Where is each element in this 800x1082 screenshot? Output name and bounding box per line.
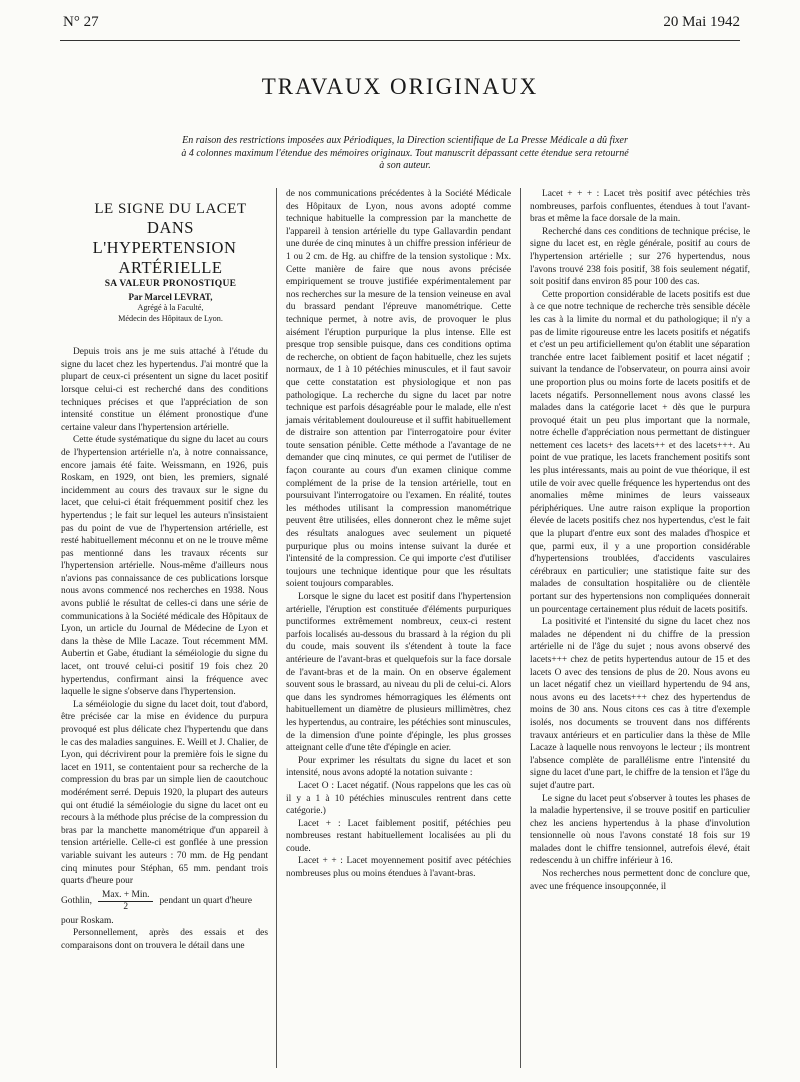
section-heading: TRAVAUX ORIGINAUX [261, 74, 539, 99]
article-title-line: ARTÉRIELLE [118, 258, 223, 277]
editorial-notice: En raison des restrictions imposées aux Périodiques, la Direction scientifique de La Presse Médicale a dû fixer à 4 colonnes maximum l'étendue des mémoires originaux. Tout manuscrit dépassant cette étendue sera retourné à son auteur. [181, 135, 629, 171]
paragraph: Lorsque le signe du lacet est positif dans l'hypertension artérielle, l'éruption est constituée d'éléments purpuriques punctiformes extrêmement nombreux, ceux-ci restent parfois localisés au-dessous du brassard à la région du pli du coude, mais souvent ils s'étendent à toute la face antérieure de l'avant-bras et quelquefois sur la face dorsale de l'avant-bras et de la main. On en observe également souvent sous le brassard, au niveau du pli de celui-ci. Alors que dans les syndromes hémorragiques les éléments ont habituellement un diamètre de plusieurs millimètres, chez les hypertendus, au contraire, les pétéchies sont minuscules, de la dimension d'une pointe d'épingle, les plus grosses atteignant celle d'une tête d'épingle en acier. [286, 592, 511, 754]
paragraph: Depuis trois ans je me suis attaché à l'étude du signe du lacet chez les hypertendus. J'ai montré que la plupart de ceux-ci présentent un signe du lacet positif lorsque celui-ci est recherché dans des conditions techniques précises et que l'appréciation de son intensité constitue un élément pronostique d'une certaine valeur dans l'hypertension artérielle. [61, 347, 268, 433]
paragraph: Cette proportion considérable de lacets positifs est due à ce que notre technique de recherche très sensible décèle les cas à la limite du normal et du pathologique; il n'y a pas de limite rigoureuse entre les lacets positifs et négatifs et c'est un peu artificiellement qu'on établit une séparation tranchée entre lacet faiblement positif et lacet négatif ; suivant la tendance de l'observateur, on pourra ainsi avoir une proportion plus ou moins forte de lacets positifs et de lacets négatifs. Personnellement nous avons classé les malades dans la catégorie lacet + dès que le purpura provoqué était un peu plus important que la normale, notre échelle d'appréciation nous permettant de distinguer nettement ces lacets+ des lacets++ et des lacets+++. Au point de vue pratique, les lacets franchement positifs sont les plus intéressants, mais au point de vue théorique, il est utile de voir avec quelle fréquence les hypertendus ont des anomalies même minimes de leurs vaisseaux périphériques. Une autre raison explique la proportion élevée de lacets positifs chez nos hypertendus, c'est le fait que la plupart d'entre eux sont des malades d'hospice et que, parmi eux, il y a une proportion considérable d'hypertensions troublées, d'accidents vasculaires cérébraux en particulier; une statistique faite sur des malades de consultation hospitalière ou de clientèle portant sur des hypertensions non compliquées donnerait un pourcentage certainement plus réduit de lacets positifs. [530, 289, 750, 615]
paragraph: Recherché dans ces conditions de technique précise, le signe du lacet est, en règle générale, positif au cours de l'hypertension artérielle ; sur 276 hypertendus, nous l'avons trouvé 238 fois positif, 38 fois seulement négatif, soit positif dans environ 85 pour 100 des cas. [530, 226, 750, 288]
paragraph: Personnellement, après des essais et des comparaisons dont on trouvera le détail dans une [61, 928, 268, 951]
paragraph: Nos recherches nous permettent donc de conclure que, avec une fréquence insoupçonnée, il [530, 869, 750, 892]
paragraph: pour Roskam. [61, 915, 114, 926]
notation-item: Lacet + + : Lacet moyennement positif avec pétéchies nombreuses plus ou moins étendues à l'avant-bras. [286, 856, 511, 880]
column-divider [276, 188, 277, 1068]
formula-tail: pendant un quart d'heure [159, 895, 253, 906]
article-title-line: DANS L'HYPERTENSION [92, 218, 237, 257]
issue-number: N° 27 [63, 14, 99, 30]
fraction-denominator: 2 [123, 901, 129, 912]
formula-lead: Gothlin, [61, 895, 92, 906]
notation-item: Lacet + : Lacet faiblement positif, pétéchies peu nombreuses restant habituellement localisées au pli du coude. [286, 818, 511, 854]
paragraph: Le signe du lacet peut s'observer à toutes les phases de la maladie hypertensive, il se trouve positif en particulier chez les anciens hypertendus à la phase d'involution tensionnelle où nous l'avons constaté 18 fois sur 19 malades dont le chiffre tensionnel, autrefois élevé, était redescendu à un chiffre inférieur à 16. [530, 793, 750, 867]
column-divider [520, 188, 521, 1068]
header-rule [60, 40, 740, 41]
column-3 [530, 188, 750, 893]
formula-line [61, 890, 268, 913]
article-subtitle: SA VALEUR PRONOSTIQUE [104, 279, 237, 289]
issue-date: 20 Mai 1942 [663, 14, 740, 30]
paragraph: Cette étude systématique du signe du lacet au cours de l'hypertension artérielle n'a, à notre connaissance, encore jamais été faite. Weissmann, en 1926, puis Roskam, en 1929, ont bien, les premiers, signalé incidemment au cours des travaux sur le signe du lacet, que celui-ci était fréquemment positif chez les hypertendus ; le fait sur lequel les auteurs n'insistaient pas du point de vue de l'hypertension artérielle, est resté habituellement méconnu et on ne le trouve même pas mentionné dans les travaux récents sur l'hypertension artérielle. Nous-même d'ailleurs nous n'avions pas connaissance de ces publications lorsque nous avons commencé nos recherches en 1938. Nous avons publié le résultat de celles-ci dans une série de communications à la Société médicale des Hôpitaux de Lyon, un article du Journal de Médecine de Lyon et dans la thèse de Mlle Lacaze. Tout récemment MM. Aubertin et Gabe, étudiant la séméiologie du signe du lacet, ont trouvé celui-ci positif 19 fois chez 20 hypertendus, confirmant ainsi la fréquence avec laquelle le signe s'observe dans l'hypertension. [61, 435, 268, 698]
fraction [98, 890, 153, 913]
notation-item: Lacet + + + : Lacet très positif avec pétéchies très nombreuses, parfois confluentes, étendues à tout l'avant-bras et même la face dorsale de la main. [530, 189, 750, 225]
author-affiliation: Médecin des Hôpitaux de Lyon. [118, 313, 223, 323]
paragraph: Pour exprimer les résultats du signe du lacet et son intensité, nous avons adopté la notation suivante : [286, 755, 511, 779]
paragraph: La séméiologie du signe du lacet doit, tout d'abord, être précisée car la mise en évidence du purpura provoqué est plus délicate chez l'hypertendu que dans le cas des maladies sanguines. E. Weill et J. Chalier, de Lyon, qui décrivirent pour la première fois le signe du lacet en 1911, se contentaient pour sa recherche de la compression du bras par un simple lien de caoutchouc modérément serré. Depuis 1920, la plupart des auteurs qui ont étudié la séméiologie du signe du lacet ont eu recours à la méthode plus précise de la compression du bras par la manchette manométrique d'un appareil à tension artérielle. Celle-ci est gonflée à une pression variable suivant les auteurs : 70 mm. de Hg pendant cinq minutes pour Stéphan, 65 mm. pendant trois quarts d'heure pour [61, 699, 268, 887]
article-title-line: LE SIGNE DU LACET [94, 201, 247, 217]
author-name: Par Marcel LEVRAT, [128, 291, 213, 302]
author-affiliation: Agrégé à la Faculté, [137, 303, 204, 313]
paragraph: de nos communications précédentes à la Société Médicale des Hôpitaux de Lyon, nous avons adopté comme technique habituelle la compression par la manchette de l'appareil à tension artérielle du type Gallavardin pendant une durée de cinq minutes à un chiffre pression inférieur de 1 ou 2 cm. de Hg. au chiffre de la tension systolique : Mx. Cette manière de faire que nous avons précisée empiriquement se trouve justifiée expérimentalement par nos recherches sur la mesure de la tension veineuse en aval du brassard pendant l'épreuve manométrique. Cette technique permet, à notre avis, de provoquer le plus aisément l'éruption purpurique la plus intense. Elle est presque trop sensible puisque, dans ces conditions optima de recherche, on obtient de façon habituelle, chez les sujets normaux, de 1 à 10 pétéchies minuscules, et il faut savoir que cette constatation est physiologique et non pas pathologique. La recherche du signe du lacet par notre technique est parfois désagréable pour le malade, elle n'est jamais véritablement douloureuse et il suffit habituellement de distraire son attention par l'interrogatoire pour éviter toute sensation pénible. Cette méthode a l'avantage de ne demander que cinq minutes, ce qui permet de l'utiliser de façon courante au cours d'un examen clinique comme complément de la prise de la tension artérielle, tout en poursuivant l'interrogatoire ou l'examen. En réalité, toutes les méthodes utilisant la compression manométrique peuvent être utilisées, elles donneront chez le même sujet des résultats analogues avec seulement un piqueté purpurique plus ou moins intense suivant la durée et l'intensité de la compression. Ce qui importe c'est d'utiliser toujours une technique identique pour que les résultats soient toujours comparables. [286, 189, 511, 590]
fraction-numerator: Max. + Min. [98, 890, 153, 902]
column-2 [286, 188, 511, 881]
notation-item: Lacet O : Lacet négatif. (Nous rappelons que les cas où il y a 1 à 10 pétéchies minuscules rentrent dans cette catégorie.) [286, 780, 511, 817]
column-1 [61, 200, 268, 953]
paragraph: La positivité et l'intensité du signe du lacet chez nos malades ne dépendent ni du chiffre de la pression artérielle ni de l'âge du sujet ; nous avons observé des lacets+++ chez de petits hypertendus autour de 15 et des lacets O avec des tensions de plus de 20. Nous avons eu un lacet négatif chez un vieillard hypertendu de 94 ans, nous avons eu des lacets+++ chez des hypertendus de moins de 30 ans. Nous citons ces cas à titre d'exemple isolés, nos documents se trouvent dans nos différents travaux antérieurs et en particulier dans la thèse de Mlle Lacaze à laquelle nous renvoyons le lecteur ; ils montrent l'absence complète de parallélisme entre l'intensité du signe du lacet d'une part, le chiffre de la tension et l'âge du sujet d'autre part. [530, 617, 750, 791]
